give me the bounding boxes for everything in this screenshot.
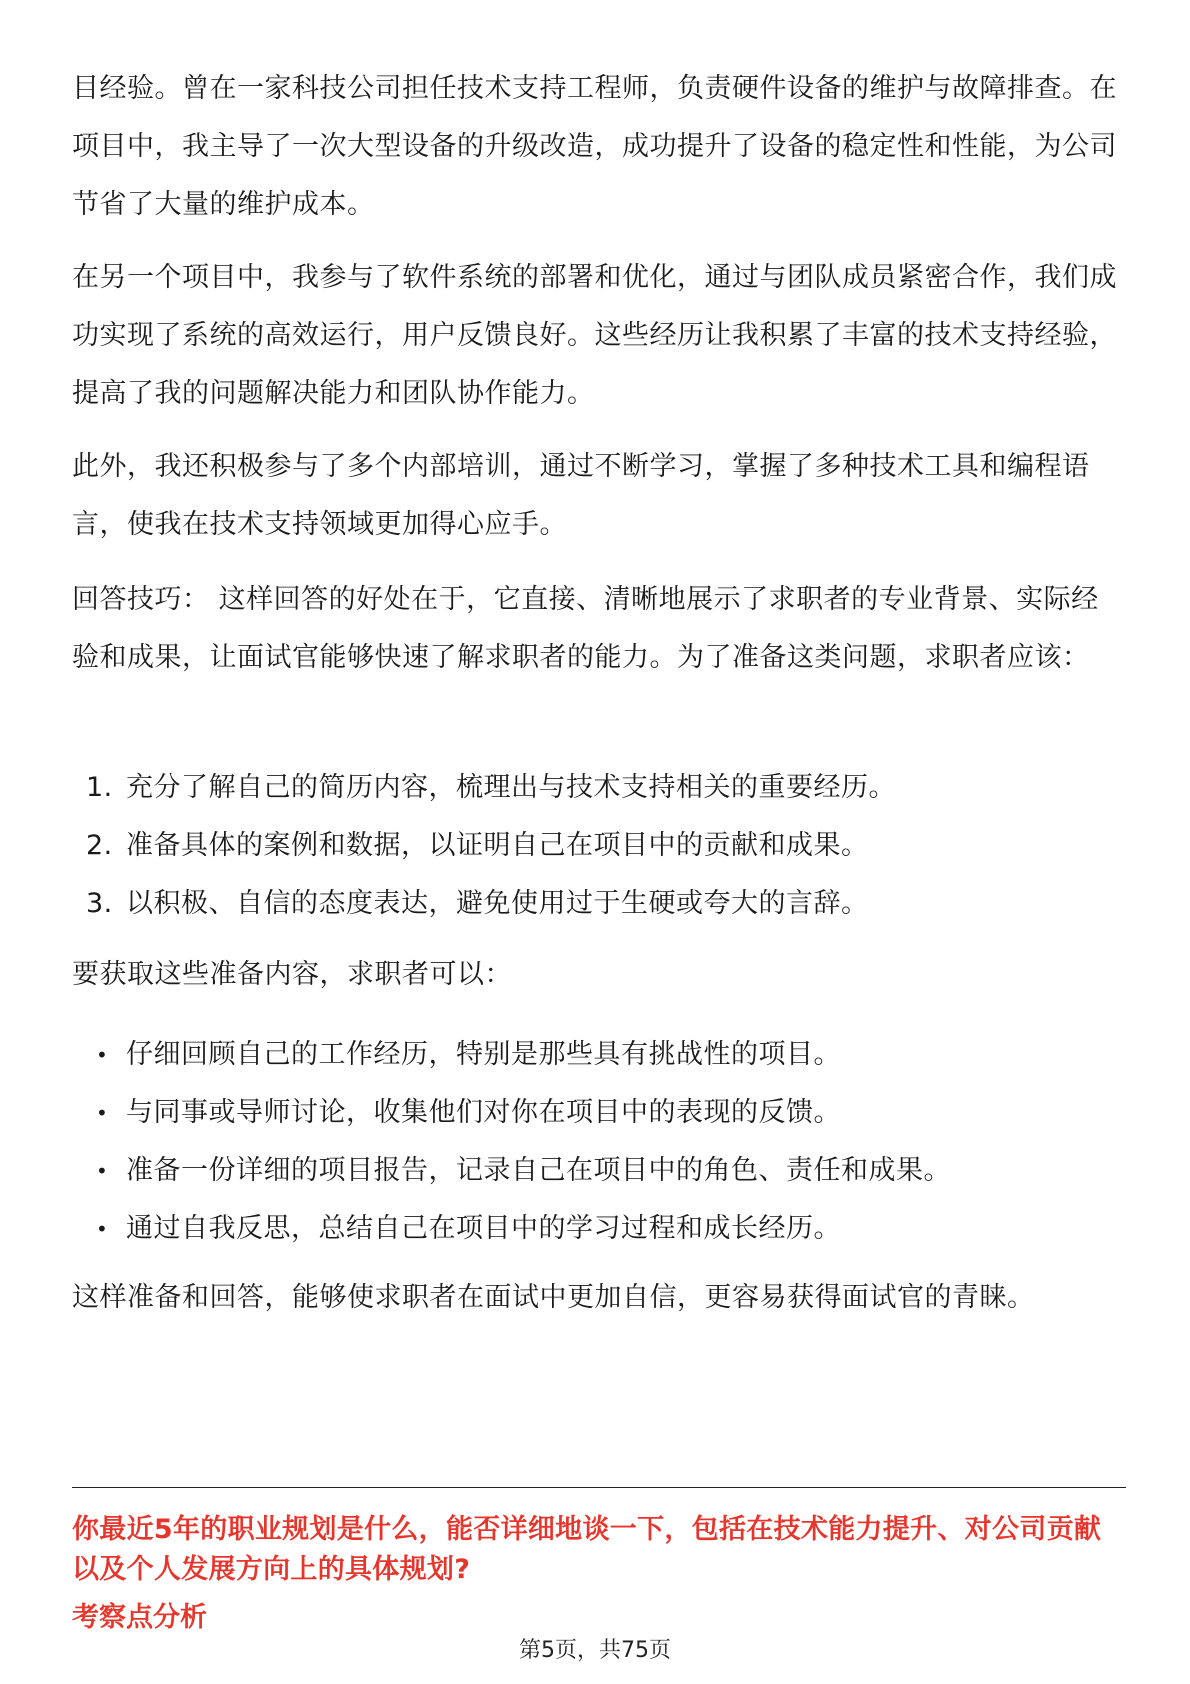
list-item-text: 与同事或导师讨论，收集他们对你在项目中的表现的反馈。 (126, 1097, 841, 1128)
list-item-text: 通过自我反思，总结自己在项目中的学习过程和成长经历。 (126, 1213, 841, 1244)
list-item (72, 1200, 1122, 1258)
bullet-list (72, 1026, 1122, 1258)
paragraph-software-project: 在另一个项目中，我参与了软件系统的部署和优化，通过与团队成员紧密合作，我们成功实现了系统的高效运行，用户反馈良好。这些经历让我积累了丰富的技术支持经验，提高了我的问题解决能力和团队协作能力。 (72, 262, 1117, 409)
list-number: 1. (86, 772, 113, 803)
list-item (72, 1142, 1122, 1200)
list-number: 3. (86, 888, 113, 919)
list-item-text: 以积极、自信的态度表达，避免使用过于生硬或夸大的言辞。 (126, 888, 869, 919)
list-item (72, 759, 1122, 817)
page-footer: 第5页，共75页 (519, 1638, 671, 1663)
bullet-icon: • (96, 1159, 109, 1183)
list-item (72, 817, 1122, 875)
list-number: 2. (86, 830, 113, 861)
paragraph-project-experience: 目经验。曾在一家科技公司担任技术支持工程师，负责硬件设备的维护与故障排查。在项目中，我主导了一次大型设备的升级改造，成功提升了设备的稳定性和性能，为公司节省了大量的维护成本。 (72, 73, 1117, 220)
paragraph-training: 此外，我还积极参与了多个内部培训，通过不断学习，掌握了多种技术工具和编程语言，使我在技术支持领域更加得心应手。 (72, 451, 1090, 540)
list-item (72, 1026, 1122, 1084)
list-item-text: 充分了解自己的简历内容，梳理出与技术支持相关的重要经历。 (126, 772, 896, 803)
numbered-list (72, 759, 1122, 933)
bullet-icon: • (96, 1101, 109, 1125)
section-heading: 考察点分析 (72, 1602, 207, 1633)
list-item-text: 准备具体的案例和数据，以证明自己在项目中的贡献和成果。 (126, 830, 869, 861)
bullet-icon: • (96, 1217, 109, 1241)
list-item-text: 仔细回顾自己的工作经历，特别是那些具有挑战性的项目。 (126, 1039, 841, 1070)
closing-paragraph: 这样准备和回答，能够使求职者在面试中更加自信，更容易获得面试官的青睐。 (72, 1282, 1035, 1313)
list-item (72, 875, 1122, 933)
document-page (72, 0, 1132, 1684)
list-item (72, 1084, 1122, 1142)
section-divider (72, 1487, 1126, 1488)
list-item-text: 准备一份详细的项目报告，记录自己在项目中的角色、责任和成果。 (126, 1155, 951, 1186)
bullet-intro: 要获取这些准备内容，求职者可以： (72, 959, 512, 990)
next-question-heading: 你最近5年的职业规划是什么，能否详细地谈一下，包括在技术能力提升、对公司贡献以及个人发展方向上的具体规划? (72, 1514, 1102, 1585)
bullet-icon: • (96, 1043, 109, 1067)
paragraph-answer-tips: 回答技巧： 这样回答的好处在于，它直接、清晰地展示了求职者的专业背景、实际经验和成果，让面试官能够快速了解求职者的能力。为了准备这类问题，求职者应该： (72, 584, 1099, 673)
